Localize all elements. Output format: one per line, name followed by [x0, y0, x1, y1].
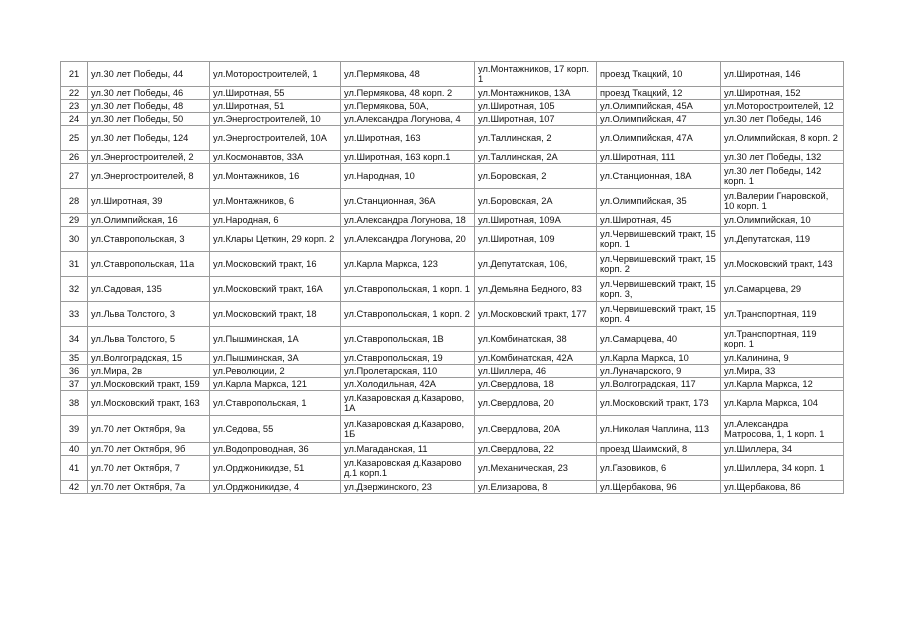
address-cell: ул.Карла Маркса, 10	[597, 352, 721, 365]
address-cell: ул.Николая Чаплина, 113	[597, 416, 721, 443]
address-cell: ул.30 лет Победы, 44	[88, 62, 210, 87]
address-cell: ул.Монтажников, 16	[210, 164, 341, 189]
address-cell: ул.Транспортная, 119	[721, 302, 844, 327]
row-number: 40	[61, 443, 88, 456]
address-cell: ул.Энергостроителей, 10А	[210, 126, 341, 151]
address-cell: ул.Олимпийская, 45А	[597, 100, 721, 113]
row-number: 35	[61, 352, 88, 365]
row-number: 33	[61, 302, 88, 327]
table-row	[61, 126, 844, 151]
table-row	[61, 327, 844, 352]
row-number: 37	[61, 378, 88, 391]
address-cell: ул.Льва Толстого, 3	[88, 302, 210, 327]
address-cell: проезд Ткацкий, 12	[597, 87, 721, 100]
address-cell: ул.Олимпийская, 8 корп. 2	[721, 126, 844, 151]
address-cell: ул.Широтная, 51	[210, 100, 341, 113]
address-cell: ул.70 лет Октября, 9а	[88, 416, 210, 443]
address-cell: ул.Энергостроителей, 8	[88, 164, 210, 189]
row-number: 30	[61, 227, 88, 252]
address-cell: ул.70 лет Октября, 7	[88, 456, 210, 481]
address-cell: ул.Станционная, 36А	[341, 189, 475, 214]
table-row	[61, 443, 844, 456]
table-row	[61, 456, 844, 481]
row-number: 22	[61, 87, 88, 100]
address-cell: ул.Дзержинского, 23	[341, 481, 475, 494]
address-cell: ул.Пролетарская, 110	[341, 365, 475, 378]
address-cell: проезд Шаимский, 8	[597, 443, 721, 456]
address-cell: ул.30 лет Победы, 146	[721, 113, 844, 126]
address-cell: ул.Широтная, 163 корп.1	[341, 151, 475, 164]
address-cell: ул.Карла Маркса, 121	[210, 378, 341, 391]
address-cell: ул.Ставропольская, 1	[210, 391, 341, 416]
address-cell: проезд Ткацкий, 10	[597, 62, 721, 87]
row-number: 31	[61, 252, 88, 277]
address-cell: ул.Механическая, 23	[475, 456, 597, 481]
table-row	[61, 164, 844, 189]
address-cell: ул.Олимпийская, 47А	[597, 126, 721, 151]
address-cell: ул.Валерии Гнаровской, 10 корп. 1	[721, 189, 844, 214]
row-number: 27	[61, 164, 88, 189]
address-cell: ул.Широтная, 55	[210, 87, 341, 100]
address-cell: ул.Московский тракт, 18	[210, 302, 341, 327]
address-cell: ул.Самарцева, 29	[721, 277, 844, 302]
address-cell: ул.Монтажников, 6	[210, 189, 341, 214]
table-row	[61, 365, 844, 378]
address-cell: ул.Комбинатская, 38	[475, 327, 597, 352]
address-cell: ул.Олимпийская, 16	[88, 214, 210, 227]
address-cell: ул.70 лет Октября, 9б	[88, 443, 210, 456]
address-cell: ул.Широтная, 146	[721, 62, 844, 87]
address-cell: ул.Широтная, 105	[475, 100, 597, 113]
address-cell: ул.Московский тракт, 159	[88, 378, 210, 391]
row-number: 23	[61, 100, 88, 113]
address-cell: ул.Мира, 33	[721, 365, 844, 378]
address-cell: ул.Широтная, 107	[475, 113, 597, 126]
address-cell: ул.Карла Маркса, 12	[721, 378, 844, 391]
address-cell: ул.30 лет Победы, 50	[88, 113, 210, 126]
row-number: 25	[61, 126, 88, 151]
address-cell: ул.Калинина, 9	[721, 352, 844, 365]
table-row	[61, 378, 844, 391]
address-cell: ул.Таллинская, 2	[475, 126, 597, 151]
address-cell: ул.30 лет Победы, 46	[88, 87, 210, 100]
address-cell: ул.30 лет Победы, 124	[88, 126, 210, 151]
address-cell: ул.Таллинская, 2А	[475, 151, 597, 164]
table-row	[61, 481, 844, 494]
table-row	[61, 214, 844, 227]
address-cell: ул.Широтная, 109	[475, 227, 597, 252]
address-cell: ул.Монтажников, 13А	[475, 87, 597, 100]
table-row	[61, 113, 844, 126]
address-cell: ул.Орджоникидзе, 4	[210, 481, 341, 494]
address-cell: ул.Волгоградская, 15	[88, 352, 210, 365]
address-cell: ул.70 лет Октября, 7а	[88, 481, 210, 494]
row-number: 24	[61, 113, 88, 126]
address-cell: ул.Московский тракт, 16А	[210, 277, 341, 302]
address-cell: ул.Пермякова, 48	[341, 62, 475, 87]
row-number: 32	[61, 277, 88, 302]
address-cell: ул.Седова, 55	[210, 416, 341, 443]
address-cell: ул.Шиллера, 34 корп. 1	[721, 456, 844, 481]
address-cell: ул.Казаровская д.Казарово д.1 корп.1	[341, 456, 475, 481]
address-cell: ул.Боровская, 2	[475, 164, 597, 189]
address-cell: ул.Волгоградская, 117	[597, 378, 721, 391]
address-cell: ул.Газовиков, 6	[597, 456, 721, 481]
address-cell: ул.Шиллера, 46	[475, 365, 597, 378]
address-cell: ул.Широтная, 111	[597, 151, 721, 164]
address-cell: ул.Орджоникидзе, 51	[210, 456, 341, 481]
address-cell: ул.Садовая, 135	[88, 277, 210, 302]
table-row	[61, 252, 844, 277]
row-number: 42	[61, 481, 88, 494]
row-number: 41	[61, 456, 88, 481]
address-cell: ул.Монтажников, 17 корп. 1	[475, 62, 597, 87]
address-cell: ул.Широтная, 39	[88, 189, 210, 214]
address-cell: ул.Луначарского, 9	[597, 365, 721, 378]
address-cell: ул.Энергостроителей, 2	[88, 151, 210, 164]
address-cell: ул.Московский тракт, 16	[210, 252, 341, 277]
table-row	[61, 277, 844, 302]
address-cell: ул.Магаданская, 11	[341, 443, 475, 456]
table-row	[61, 227, 844, 252]
address-cell: ул.Самарцева, 40	[597, 327, 721, 352]
address-cell: ул.Московский тракт, 163	[88, 391, 210, 416]
table-row	[61, 189, 844, 214]
address-cell: ул.Олимпийская, 35	[597, 189, 721, 214]
address-cell: ул.Народная, 6	[210, 214, 341, 227]
address-cell: ул.Казаровская д.Казарово, 1А	[341, 391, 475, 416]
address-cell: ул.Депутатская, 106,	[475, 252, 597, 277]
address-cell: ул.Олимпийская, 10	[721, 214, 844, 227]
address-cell: ул.Водопроводная, 36	[210, 443, 341, 456]
address-cell: ул.Комбинатская, 42А	[475, 352, 597, 365]
address-cell: ул.Свердлова, 20А	[475, 416, 597, 443]
address-cell: ул.Карла Маркса, 123	[341, 252, 475, 277]
address-table-body	[61, 62, 844, 494]
address-cell: ул.30 лет Победы, 142 корп. 1	[721, 164, 844, 189]
address-cell: ул.Ставропольская, 3	[88, 227, 210, 252]
address-cell: ул.Широтная, 163	[341, 126, 475, 151]
table-row	[61, 62, 844, 87]
address-cell: ул.30 лет Победы, 132	[721, 151, 844, 164]
address-cell: ул.Московский тракт, 173	[597, 391, 721, 416]
address-cell: ул.Александра Логунова, 20	[341, 227, 475, 252]
row-number: 36	[61, 365, 88, 378]
table-row	[61, 87, 844, 100]
table-row	[61, 100, 844, 113]
address-cell: ул.Холодильная, 42А	[341, 378, 475, 391]
address-cell: ул.Щербакова, 86	[721, 481, 844, 494]
table-row	[61, 302, 844, 327]
table-row	[61, 151, 844, 164]
address-cell: ул.Ставропольская, 19	[341, 352, 475, 365]
address-cell: ул.Моторостроителей, 12	[721, 100, 844, 113]
address-cell: ул.Червишевский тракт, 15 корп. 3,	[597, 277, 721, 302]
address-cell: ул.Ставропольская, 1 корп. 1	[341, 277, 475, 302]
address-cell: ул.Щербакова, 96	[597, 481, 721, 494]
table-row	[61, 416, 844, 443]
row-number: 29	[61, 214, 88, 227]
address-cell: ул.Демьяна Бедного, 83	[475, 277, 597, 302]
table-row	[61, 352, 844, 365]
address-cell: ул.Пышминская, 3А	[210, 352, 341, 365]
row-number: 28	[61, 189, 88, 214]
address-cell: ул.Мира, 2в	[88, 365, 210, 378]
address-table	[60, 61, 844, 494]
address-cell: ул.Свердлова, 22	[475, 443, 597, 456]
row-number: 38	[61, 391, 88, 416]
address-cell: ул.Космонавтов, 33А	[210, 151, 341, 164]
address-cell: ул.Александра Логунова, 18	[341, 214, 475, 227]
address-cell: ул.Московский тракт, 177	[475, 302, 597, 327]
address-cell: ул.Александра Матросова, 1, 1 корп. 1	[721, 416, 844, 443]
address-cell: ул.Червишевский тракт, 15 корп. 1	[597, 227, 721, 252]
address-cell: ул.30 лет Победы, 48	[88, 100, 210, 113]
address-cell: ул.Ставропольская, 1 корп. 2	[341, 302, 475, 327]
row-number: 39	[61, 416, 88, 443]
address-cell: ул.Свердлова, 20	[475, 391, 597, 416]
address-cell: ул.Депутатская, 119	[721, 227, 844, 252]
address-cell: ул.Александра Логунова, 4	[341, 113, 475, 126]
address-cell: ул.Свердлова, 18	[475, 378, 597, 391]
address-cell: ул.Ставропольская, 11а	[88, 252, 210, 277]
address-cell: ул.Червишевский тракт, 15 корп. 2	[597, 252, 721, 277]
address-cell: ул.Казаровская д.Казарово, 1Б	[341, 416, 475, 443]
address-cell: ул.Шиллера, 34	[721, 443, 844, 456]
address-cell: ул.Широтная, 152	[721, 87, 844, 100]
address-cell: ул.Ставропольская, 1В	[341, 327, 475, 352]
address-cell: ул.Червишевский тракт, 15 корп. 4	[597, 302, 721, 327]
address-cell: ул.Революции, 2	[210, 365, 341, 378]
address-cell: ул.Транспортная, 119 корп. 1	[721, 327, 844, 352]
address-cell: ул.Льва Толстого, 5	[88, 327, 210, 352]
row-number: 21	[61, 62, 88, 87]
address-cell: ул.Карла Маркса, 104	[721, 391, 844, 416]
address-cell: ул.Пермякова, 48 корп. 2	[341, 87, 475, 100]
address-cell: ул.Широтная, 45	[597, 214, 721, 227]
row-number: 34	[61, 327, 88, 352]
address-cell: ул.Моторостроителей, 1	[210, 62, 341, 87]
address-cell: ул.Олимпийская, 47	[597, 113, 721, 126]
address-cell: ул.Клары Цеткин, 29 корп. 2	[210, 227, 341, 252]
address-cell: ул.Пермякова, 50А,	[341, 100, 475, 113]
address-cell: ул.Станционная, 18А	[597, 164, 721, 189]
address-cell: ул.Широтная, 109А	[475, 214, 597, 227]
address-cell: ул.Боровская, 2А	[475, 189, 597, 214]
row-number: 26	[61, 151, 88, 164]
table-row	[61, 391, 844, 416]
address-cell: ул.Энергостроителей, 10	[210, 113, 341, 126]
address-cell: ул.Пышминская, 1А	[210, 327, 341, 352]
address-cell: ул.Елизарова, 8	[475, 481, 597, 494]
address-cell: ул.Московский тракт, 143	[721, 252, 844, 277]
address-cell: ул.Народная, 10	[341, 164, 475, 189]
